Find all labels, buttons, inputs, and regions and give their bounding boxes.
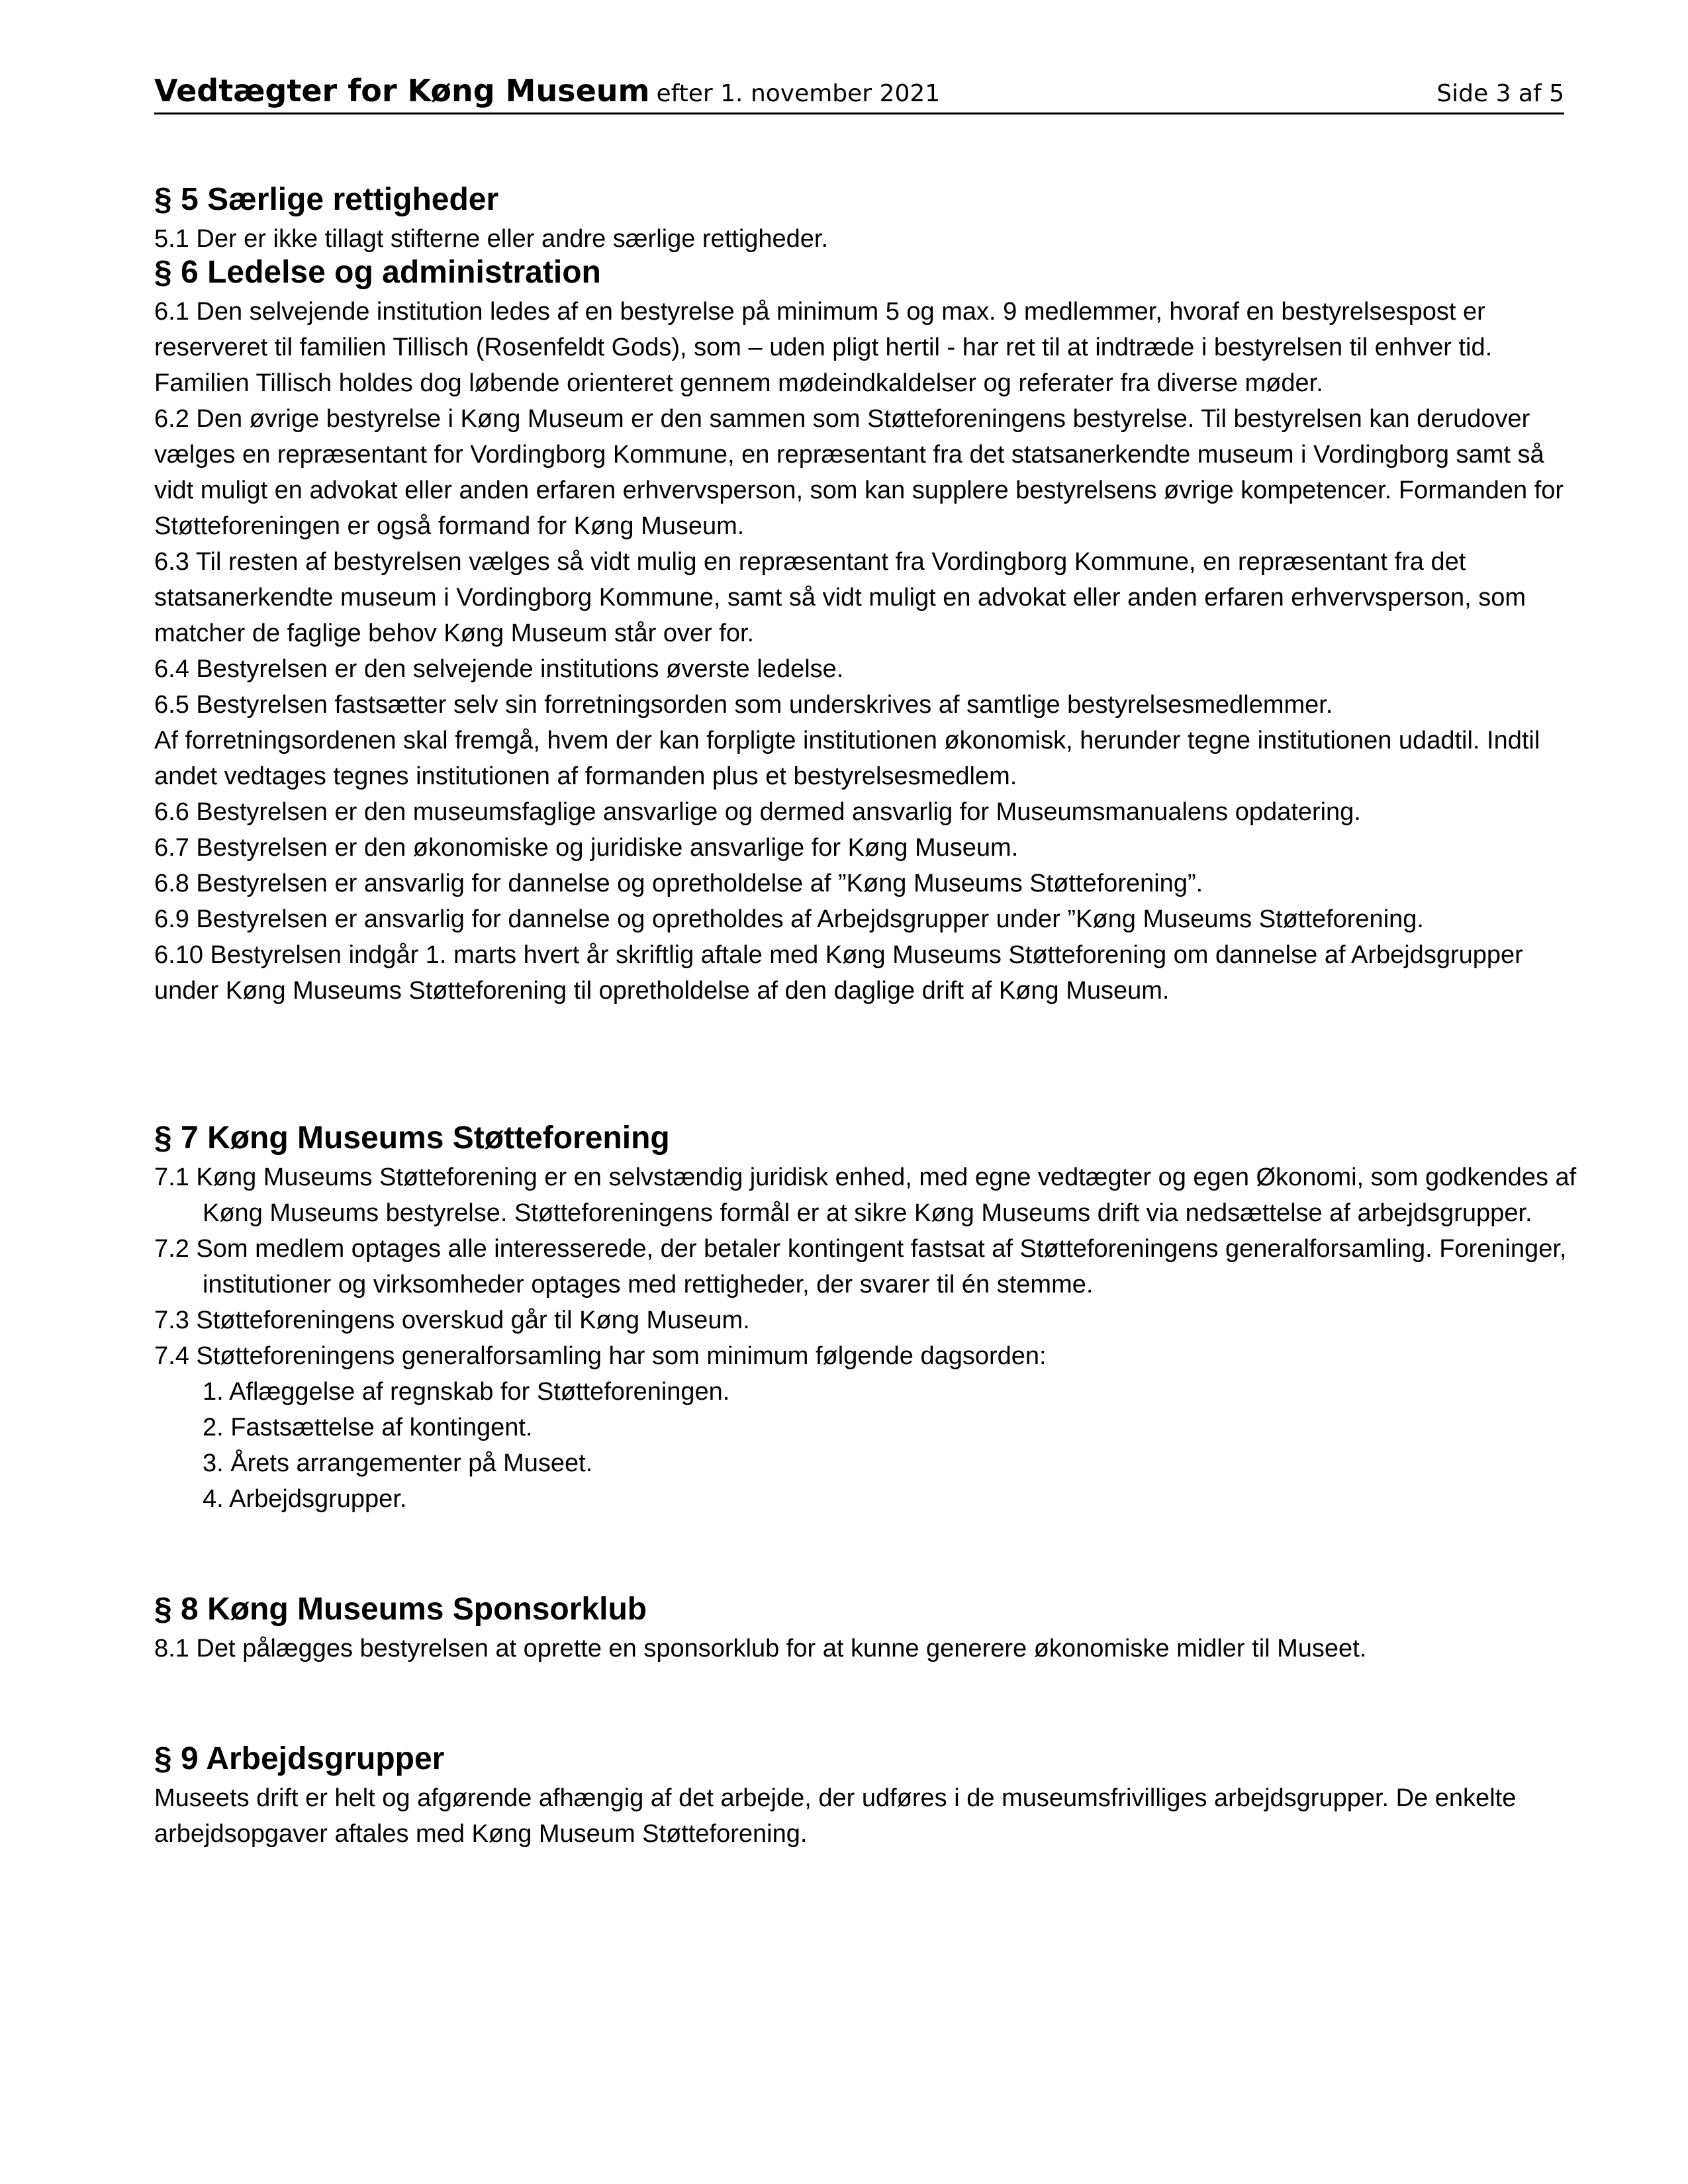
document-title-main: Vedtægter for Køng Museum: [154, 73, 650, 109]
paragraph-6-4: 6.4 Bestyrelsen er den selvejende institutions øverste ledelse.: [154, 655, 844, 683]
paragraph-6-10: 6.10 Bestyrelsen indgår 1. marts hvert år skriftlig aftale med Køng Museums Støtteforening om dannelse af Arbejdsgrupper under Køng Museums Støtteforening til opretholdelse af den daglige drift af Køng Museum.: [154, 941, 1523, 1005]
paragraph-7-1: 7.1 Køng Museums Støtteforening er en selvstændig juridisk enhed, med egne vedtægter og egen Økonomi, som godkendes af Køng Museums bestyrelse. Støtteforeningens formål er at sikre Køng Museums drift via nedsættelse af arbejdsgrupper.: [154, 1163, 1577, 1227]
paragraph-6-1: 6.1 Den selvejende institution ledes af en bestyrelse på minimum 5 og max. 9 medlemmer, hvoraf en bestyrelsespost er reserveret til familien Tillisch (Rosenfeldt Gods), som – uden pligt hertil - har ret til at indtræde i bestyrelsen til enhver tid. Familien Tillisch holdes dog løbende orienteret gennem mødeindkaldelser og referater fra diverse møder.: [154, 298, 1493, 397]
paragraph-6-3: 6.3 Til resten af bestyrelsen vælges så vidt mulig en repræsentant fra Vordingborg Kommune, en repræsentant fra det statsanerkendte museum i Vordingborg Kommune, samt så vidt muligt en advokat eller anden erfaren erhvervsperson, som matcher de faglige behov Køng Museum står over for.: [154, 548, 1526, 647]
paragraph-6-9: 6.9 Bestyrelsen er ansvarlig for dannelse og opretholdes af Arbejdsgrupper under ”Køng Museums Støtteforening.: [154, 905, 1424, 933]
paragraph-6-7: 6.7 Bestyrelsen er den økonomiske og juridiske ansvarlige for Køng Museum.: [154, 834, 1019, 862]
paragraph-6-6: 6.6 Bestyrelsen er den museumsfaglige ansvarlige og dermed ansvarlig for Museumsmanualens opdatering.: [154, 798, 1361, 826]
agenda-list: [154, 1374, 1577, 1517]
section-7: [154, 1117, 1577, 1517]
paragraph-7-3: 7.3 Støtteforeningens overskud går til Køng Museum.: [154, 1306, 750, 1334]
section-6-heading: § 6 Ledelse og administration: [154, 255, 601, 290]
paragraph-9-1: Museets drift er helt og afgørende afhængig af det arbejde, der udføres i de museumsfrivilliges arbejdsgrupper. De enkelte arbejdsopgaver aftales med Køng Museum Støtteforening.: [154, 1784, 1517, 1848]
document-title: [154, 73, 940, 109]
document-title-date: efter 1. november 2021: [656, 80, 941, 107]
section-9: [154, 1738, 1577, 1852]
paragraph-6-5: 6.5 Bestyrelsen fastsætter selv sin forretningsorden som underskrives af samtlige bestyrelsesmedlemmer.: [154, 691, 1333, 719]
section-5-heading: § 5 Særlige rettigheder: [154, 182, 499, 217]
paragraph-6-8: 6.8 Bestyrelsen er ansvarlig for dannelse og opretholdelse af ”Køng Museums Støtteforening”.: [154, 870, 1203, 897]
section-8-heading: § 8 Køng Museums Sponsorklub: [154, 1592, 647, 1627]
agenda-item: 3. Årets arrangementer på Museet.: [203, 1449, 593, 1477]
paragraph-8-1: 8.1 Det pålægges bestyrelsen at oprette en sponsorklub for at kunne generere økonomiske midler til Museet.: [154, 1635, 1367, 1662]
document-body: [154, 179, 1577, 1852]
section-9-heading: § 9 Arbejdsgrupper: [154, 1741, 445, 1776]
paragraph-6-2: 6.2 Den øvrige bestyrelse i Køng Museum er den sammen som Støtteforeningens bestyrelse. Til bestyrelsen kan derudover vælges en repræsentant for Vordingborg Kommune, en repræsentant fra det statsanerkendte museum i Vordingborg samt så vidt muligt en advokat eller anden erfaren erhvervsperson, som kan supplere bestyrelsens øvrige kompetencer. Formanden for Støtteforeningen er også formand for Køng Museum.: [154, 405, 1564, 540]
section-7-heading: § 7 Køng Museums Støtteforening: [154, 1120, 670, 1156]
section-8: [154, 1588, 1577, 1666]
section-6: [154, 251, 1577, 1009]
page-number: Side 3 af 5: [1436, 80, 1564, 107]
agenda-item: 2. Fastsættelse af kontingent.: [203, 1414, 533, 1441]
paragraph-6-5-continued: Af forretningsordenen skal fremgå, hvem der kan forpligte institutionen økonomisk, herunder tegne institutionen udadtil. Indtil andet vedtages tegnes institutionen af formanden plus et bestyrelsesmedlem.: [154, 727, 1540, 790]
page-header: [154, 65, 1564, 114]
paragraph-5-1: 5.1 Der er ikke tillagt stifterne eller andre særlige rettigheder.: [154, 225, 829, 253]
paragraph-7-4: 7.4 Støtteforeningens generalforsamling har som minimum følgende dagsorden:: [154, 1342, 1047, 1370]
agenda-item: 1. Aflæggelse af regnskab for Støtteforeningen.: [203, 1378, 730, 1406]
agenda-item: 4. Arbejdsgrupper.: [203, 1485, 407, 1513]
paragraph-7-2: 7.2 Som medlem optages alle interesserede, der betaler kontingent fastsat af Støtteforeningens generalforsamling. Foreninger, institutioner og virksomheder optages med rettigheder, der svarer til én stemme.: [154, 1235, 1567, 1298]
